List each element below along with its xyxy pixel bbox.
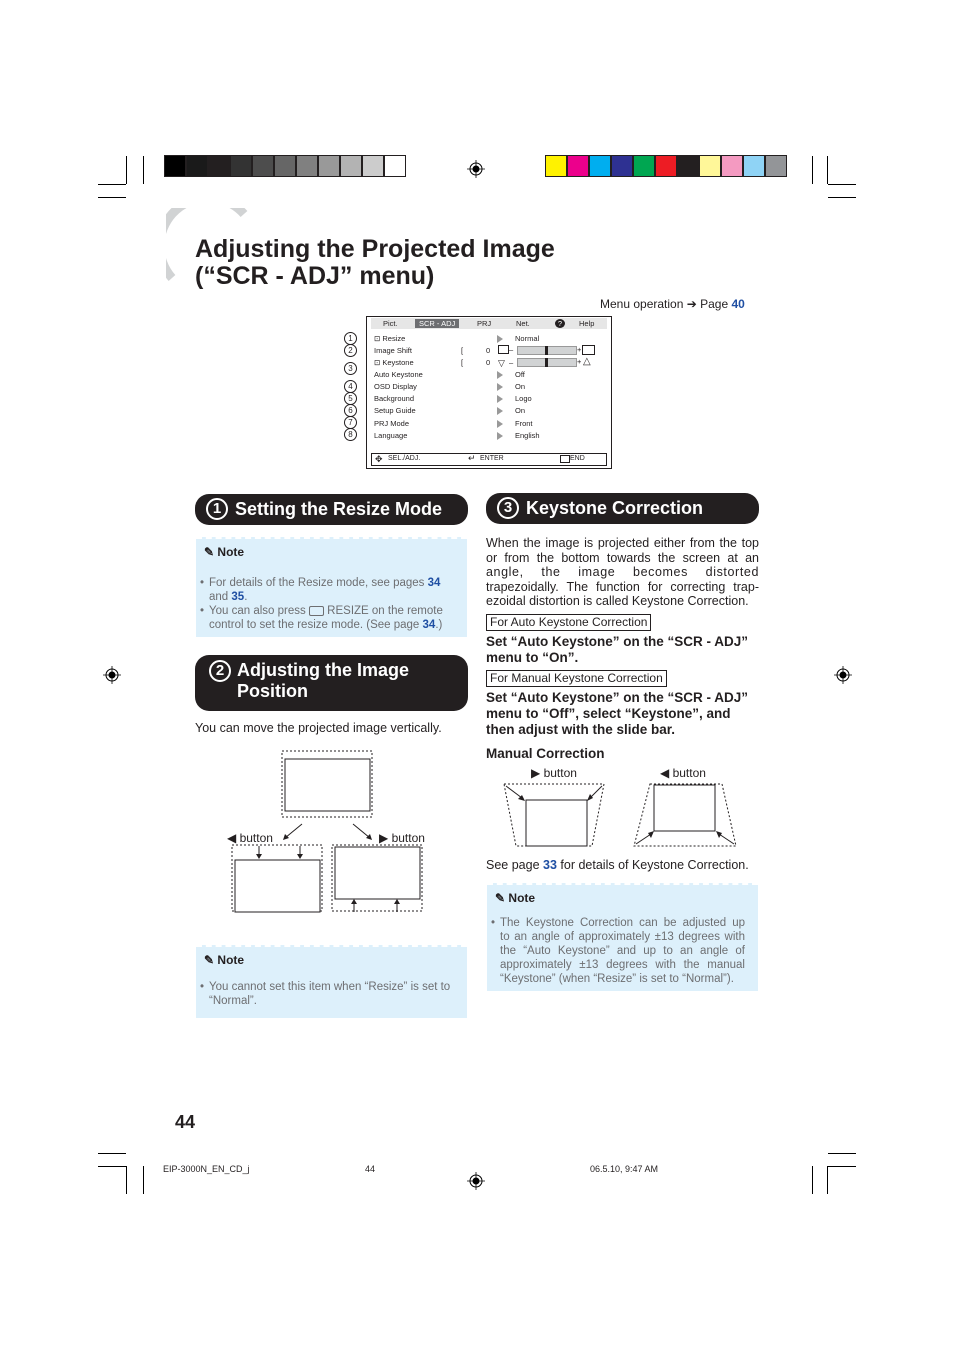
screen-up-icon — [582, 345, 595, 355]
note-text: You can also press RESIZE on the remote control to set the resize mode. (See page 34.) — [209, 605, 443, 631]
section-title: Adjusting the Image Position — [237, 660, 410, 701]
color-swatch — [252, 155, 274, 177]
setup-guide-value: On — [515, 406, 526, 415]
keystone-minus: – — [509, 358, 514, 367]
color-swatch — [545, 155, 567, 177]
registration-mark-icon — [103, 666, 121, 684]
screen-down-icon — [498, 345, 509, 354]
keystone-value: 0 — [486, 358, 491, 367]
background-value: Logo — [515, 394, 532, 403]
arrow-right-icon — [497, 420, 503, 428]
osd-callout-6: 6 — [344, 404, 357, 417]
section-2-header — [195, 655, 468, 711]
color-swatch — [384, 155, 406, 177]
keystone-narrow-top-icon: △ — [583, 356, 591, 367]
section-number: 3 — [497, 497, 519, 519]
manual-keystone-instruction: Set “Auto Keystone” on the “SCR - ADJ” menu to “Off”, select “Keystone”, and then adjust with the slide bar. — [486, 690, 749, 737]
color-swatch — [699, 155, 721, 177]
manual-keystone-label: For Manual Keystone Correction — [486, 670, 667, 687]
move-arrows-icon: ✥ — [375, 454, 383, 464]
osd-footer — [371, 453, 607, 466]
sel-adj-label: SEL./ADJ. — [388, 455, 421, 462]
osd-display-value: On — [515, 382, 526, 391]
color-swatch — [721, 155, 743, 177]
section-title: Setting the Resize Mode — [235, 499, 443, 519]
left-button-label: ◀ button — [660, 766, 706, 780]
note-text: For details of the Resize mode, see pages 34 and 35. — [209, 577, 441, 603]
keystone-narrow-bottom-icon: ▽ — [498, 358, 505, 368]
keystone-description: When the image is projected either from the top or from the bottom towards the screen at an angle, the image becomes distorted trapezoidally. The function for correcting trap- ezoidal distortion is called Keystone Correction. — [486, 536, 759, 608]
note-heading: ✎ Note — [495, 891, 536, 905]
keystone-bracket: [ — [461, 358, 464, 367]
page-link[interactable]: 40 — [731, 297, 745, 311]
color-swatch — [655, 155, 677, 177]
auto-keystone-instruction: Set “Auto Keystone” on the “SCR - ADJ” menu to “On”. — [486, 634, 749, 665]
note-heading: ✎ Note — [204, 953, 245, 967]
left-button-label: ◀ button — [227, 831, 273, 845]
resize-value: Normal — [515, 334, 540, 343]
image-shift-value: 0 — [486, 346, 491, 355]
resize-button-icon — [309, 606, 324, 616]
osd-callout-3: 3 — [344, 362, 357, 375]
end-label: END — [570, 455, 585, 462]
section-title: Keystone Correction — [526, 498, 704, 518]
arrow-right-icon — [497, 383, 503, 391]
tab-pict[interactable]: Pict. — [383, 319, 398, 328]
section-1-header — [195, 494, 468, 525]
arrow-right-icon — [497, 395, 503, 403]
color-swatch — [318, 155, 340, 177]
resize-icon: ⊡ — [374, 334, 383, 343]
keystone-slider[interactable] — [517, 358, 577, 367]
enter-label: ENTER — [480, 455, 504, 462]
page-link[interactable]: 35 — [231, 591, 245, 603]
osd-row-resize[interactable]: ⊡ Resize — [374, 334, 406, 343]
note-text: The Keystone Correction can be adjusted up to an angle of approximately ±13 degrees with the “Auto Keystone” and up to an angle of approximately ±13 degrees with the manual “Keystone” (when “Resize” is set to “Normal”). — [500, 917, 745, 985]
osd-callout-1: 1 — [344, 332, 357, 345]
color-swatch — [589, 155, 611, 177]
color-swatch — [296, 155, 318, 177]
color-swatch — [164, 155, 186, 177]
image-shift-bracket: [ — [461, 346, 464, 355]
note-box-resize — [196, 537, 467, 637]
osd-row-language[interactable]: Language — [374, 431, 408, 440]
footer-page: 44 — [365, 1164, 376, 1174]
note-bullet: • — [491, 917, 496, 929]
image-shift-slider[interactable] — [517, 346, 577, 355]
osd-callout-5: 5 — [344, 392, 357, 405]
osd-callout-7: 7 — [344, 416, 357, 429]
tab-scr-adj[interactable]: SCR - ADJ — [415, 319, 459, 328]
osd-row-image-shift[interactable]: Image Shift — [374, 346, 412, 355]
osd-callout-8: 8 — [344, 428, 357, 441]
section-number: 2 — [209, 660, 231, 682]
color-swatch — [186, 155, 208, 177]
color-swatch — [567, 155, 589, 177]
note-heading: ✎ Note — [204, 545, 245, 559]
keystone-icon: ⊡ — [374, 358, 383, 367]
language-value: English — [515, 431, 540, 440]
osd-row-background[interactable]: Background — [374, 394, 415, 403]
enter-icon: ↵ — [468, 453, 476, 463]
section-3-header — [486, 493, 759, 524]
prj-mode-value: Front — [515, 419, 533, 428]
arrow-right-icon — [497, 335, 503, 343]
color-swatch — [208, 155, 230, 177]
page-link[interactable]: 34 — [422, 619, 436, 631]
osd-row-auto-keystone[interactable]: Auto Keystone — [374, 370, 423, 379]
osd-callout-2: 2 — [344, 344, 357, 357]
color-swatch — [743, 155, 765, 177]
arrow-right-icon — [497, 432, 503, 440]
osd-row-setup-guide[interactable]: Setup Guide — [374, 406, 416, 415]
manual-correction-heading: Manual Correction — [486, 746, 605, 761]
color-swatch — [611, 155, 633, 177]
color-swatch — [340, 155, 362, 177]
footer-filename: EIP-3000N_EN_CD_j — [163, 1164, 250, 1174]
arrow-right-icon — [497, 371, 503, 379]
osd-row-prj-mode[interactable]: PRJ Mode — [374, 419, 410, 428]
note-box-keystone — [487, 883, 758, 991]
image-shift-plus: + — [577, 345, 582, 354]
tab-prj[interactable]: PRJ — [477, 319, 492, 328]
osd-callout-4: 4 — [344, 380, 357, 393]
title-line-2: (“SCR - ADJ” menu) — [195, 262, 435, 290]
keystone-diagram — [500, 780, 740, 852]
note-text: You cannot set this item when “Resize” is set to “Normal”. — [209, 981, 451, 1007]
pencil-icon: ✎ — [204, 545, 215, 559]
tab-help[interactable]: Help — [579, 319, 595, 328]
page-link[interactable]: 33 — [543, 858, 557, 872]
menu-operation-ref: Menu operation ➔ Page 40 — [600, 297, 745, 311]
color-swatch — [230, 155, 252, 177]
osd-menu-screenshot — [366, 316, 612, 469]
menu-button-icon — [560, 455, 570, 463]
section-number: 1 — [206, 498, 228, 520]
note-bullet: • — [200, 981, 205, 993]
registration-mark-icon — [467, 1172, 485, 1190]
help-icon: ? — [555, 319, 565, 328]
page-number: 44 — [175, 1112, 196, 1132]
osd-tab-bar — [371, 318, 607, 329]
auto-keystone-label: For Auto Keystone Correction — [486, 614, 651, 631]
right-button-label: ▶ button — [379, 831, 425, 845]
page-title — [195, 236, 555, 290]
auto-keystone-value: Off — [515, 370, 525, 379]
right-button-label: ▶ button — [531, 766, 577, 780]
pencil-icon: ✎ — [495, 891, 506, 905]
note-box-image-shift — [196, 945, 467, 1018]
image-shift-minus: – — [509, 345, 514, 354]
see-page-keystone: See page 33 for details of Keystone Correction. — [486, 858, 749, 872]
footer-date: 06.5.10, 9:47 AM — [590, 1164, 659, 1174]
page-link[interactable]: 34 — [427, 577, 441, 589]
keystone-plus: + — [577, 357, 582, 366]
registration-mark-icon — [467, 160, 485, 178]
osd-row-osd-display[interactable]: OSD Display — [374, 382, 417, 391]
tab-net[interactable]: Net. — [516, 319, 530, 328]
osd-row-keystone[interactable]: ⊡ Keystone — [374, 358, 414, 367]
color-swatch — [765, 155, 787, 177]
registration-mark-icon — [834, 666, 852, 684]
arrow-right-icon — [497, 407, 503, 415]
note-bullet: • — [200, 605, 205, 617]
note-bullet: • — [200, 577, 205, 589]
color-swatch — [677, 155, 699, 177]
pencil-icon: ✎ — [204, 953, 215, 967]
title-line-1: Adjusting the Projected Image — [195, 235, 555, 263]
color-swatch — [362, 155, 384, 177]
section-2-intro: You can move the projected image vertically. — [195, 721, 442, 735]
color-swatch — [633, 155, 655, 177]
color-swatch — [274, 155, 296, 177]
